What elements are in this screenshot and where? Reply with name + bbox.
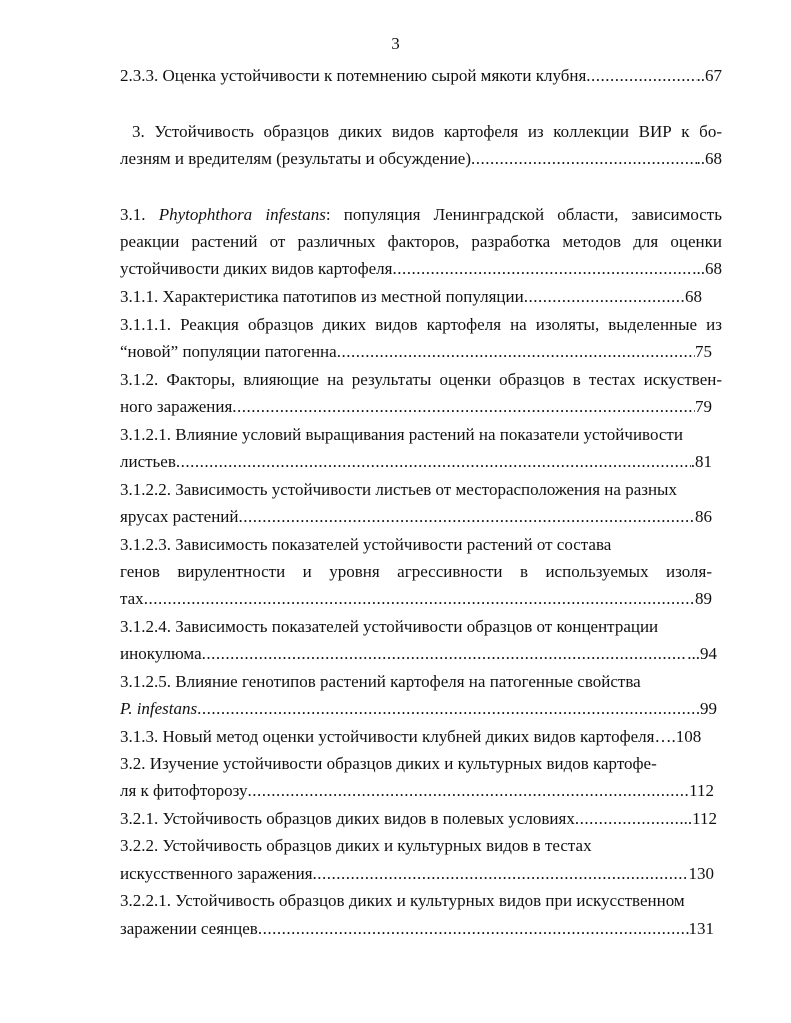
dot-leader xyxy=(247,777,689,804)
toc-title-rest: : популяция Ленинградской области, зависимость xyxy=(325,205,722,224)
toc-page-number: ...68 xyxy=(692,259,722,278)
toc-entry-3-1-1-1-last xyxy=(120,338,712,365)
dot-leader xyxy=(176,448,691,475)
toc-page-number: ..68 xyxy=(696,149,722,168)
dot-leader xyxy=(232,393,695,420)
toc-entry-3-2-2-1-line-1: 3.2.2.1. Устойчивость образцов диких и культурных видов при искусственном xyxy=(120,891,685,910)
toc-entry-3-2-1 xyxy=(120,805,717,832)
dot-leader xyxy=(313,860,689,887)
toc-title: “новой” популяции патогенна xyxy=(120,342,337,361)
dot-leader xyxy=(258,915,689,942)
dot-leader xyxy=(586,62,696,89)
toc-entry-3-1-1-1-line-1: 3.1.1.1. Реакция образцов диких видов картофеля на изоляты, выделенные из xyxy=(120,315,722,334)
toc-page-number: 86 xyxy=(695,507,712,526)
toc-entry-3-2-line-1: 3.2. Изучение устойчивости образцов диких и культурных видов картофе- xyxy=(120,754,657,773)
toc-page-number: ..67 xyxy=(696,66,722,85)
toc-entry-3-1-last xyxy=(120,255,722,282)
toc-entry-3-1-2-4-line-1: 3.1.2.4. Зависимость показателей устойчивости образцов от концентрации xyxy=(120,617,659,636)
toc-entry-3-1-2-3-line-1: 3.1.2.3. Зависимость показателей устойчивости растений от состава xyxy=(120,535,612,554)
dot-leader xyxy=(471,145,697,172)
dot-leader xyxy=(392,255,692,282)
page-number: 3 xyxy=(391,34,400,53)
toc-title: инокулюма xyxy=(120,644,202,663)
toc-entry-3-2-2-1-last xyxy=(120,915,714,942)
toc-title: 3.2.1. Устойчивость образцов диких видов в полевых условиях xyxy=(120,809,575,828)
toc-entry-3-last xyxy=(120,145,722,172)
toc-title: заражении сеянцев xyxy=(120,919,258,938)
toc-entry-3-2-2-last xyxy=(120,860,714,887)
toc-title: ля к фитофторозу xyxy=(120,781,248,800)
toc-entry-3-1-2-3-line-2: генов вирулентности и уровня агрессивности в используемых изоля- xyxy=(120,562,712,581)
toc-page-number: 89 xyxy=(695,589,712,608)
toc-entry-3-1-2-5-line-1: 3.1.2.5. Влияние генотипов растений картофеля на патогенные свойства xyxy=(120,672,641,691)
toc-entry-3-1-2-3-last xyxy=(120,585,712,612)
toc-title: устойчивости диких видов картофеля xyxy=(120,259,393,278)
toc-title: 3.1.1. Характеристика патотипов из местной популяции xyxy=(120,287,524,306)
toc-entry-3-1-2-line-1: 3.1.2. Факторы, влияющие на результаты оценки образцов в тестах искуствен- xyxy=(120,370,722,389)
toc-title: искусственного заражения xyxy=(120,864,313,883)
toc-entry-3-1-2-last xyxy=(120,393,712,420)
toc-title: 2.3.3. Оценка устойчивости к потемнению сырой мякоти клубня xyxy=(120,66,587,85)
toc-prefix: 3.1. xyxy=(120,205,159,224)
toc-entry-3-2-2-line-1: 3.2.2. Устойчивость образцов диких и культурных видов в тестах xyxy=(120,836,592,855)
toc-entry-2-3-3 xyxy=(120,62,722,89)
toc-page-number: ….108 xyxy=(654,727,702,746)
dot-leader xyxy=(144,585,695,612)
toc-entry-3-1-line-1 xyxy=(120,201,722,228)
toc-title: ярусах растений xyxy=(120,507,239,526)
toc-page-number: ...112 xyxy=(679,809,717,828)
toc-page-number: 112 xyxy=(689,781,714,800)
toc-entry-3-1-2-2-line-1: 3.1.2.2. Зависимость устойчивости листьев от месторасположения на разных xyxy=(120,480,677,499)
toc-entry-3-line-1: 3. Устойчивость образцов диких видов картофеля из коллекции ВИР к бо- xyxy=(132,122,722,141)
toc-page-number: 75 xyxy=(695,342,712,361)
toc-page-number: 131 xyxy=(688,919,714,938)
toc-title: листьев xyxy=(120,452,176,471)
toc-title: ного заражения xyxy=(120,397,233,416)
toc-page-number: 99 xyxy=(700,699,717,718)
species-name: P. infestans xyxy=(120,699,198,718)
dot-leader xyxy=(575,805,680,832)
toc-entry-3-2-last xyxy=(120,777,714,804)
toc-entry-3-1-2-4-last xyxy=(120,640,717,667)
dot-leader xyxy=(202,640,688,667)
dot-leader xyxy=(524,283,685,310)
toc-page-number: ...94 xyxy=(687,644,717,663)
toc-entry-3-1-3 xyxy=(120,723,722,750)
toc-entry-3-1-2-5-last xyxy=(120,695,717,722)
toc-entry-3-1-2-1-line-1: 3.1.2.1. Влияние условий выращивания растений на показатели устойчивости xyxy=(120,425,683,444)
toc-entry-3-1-2-2-last xyxy=(120,503,712,530)
dot-leader xyxy=(197,695,700,722)
dot-leader xyxy=(337,338,695,365)
toc-page-number: 68 xyxy=(685,287,702,306)
toc-page-number: .81 xyxy=(690,452,712,471)
toc-entry-3-1-line-2: реакции растений от различных факторов, разработка методов для оценки xyxy=(120,232,722,251)
toc-entry-3-1-2-1-last xyxy=(120,448,712,475)
toc-entry-3-1-1 xyxy=(120,283,702,310)
dot-leader xyxy=(239,503,695,530)
species-name: Phytophthora infestans xyxy=(158,205,326,224)
toc-page-number: 130 xyxy=(688,864,714,883)
toc-title: лезням и вредителям (результаты и обсуждение) xyxy=(120,149,471,168)
toc-title: тах xyxy=(120,589,144,608)
toc-title: 3.1.3. Новый метод оценки устойчивости клубней диких видов картофеля xyxy=(120,727,655,746)
toc-page-number: 79 xyxy=(695,397,712,416)
